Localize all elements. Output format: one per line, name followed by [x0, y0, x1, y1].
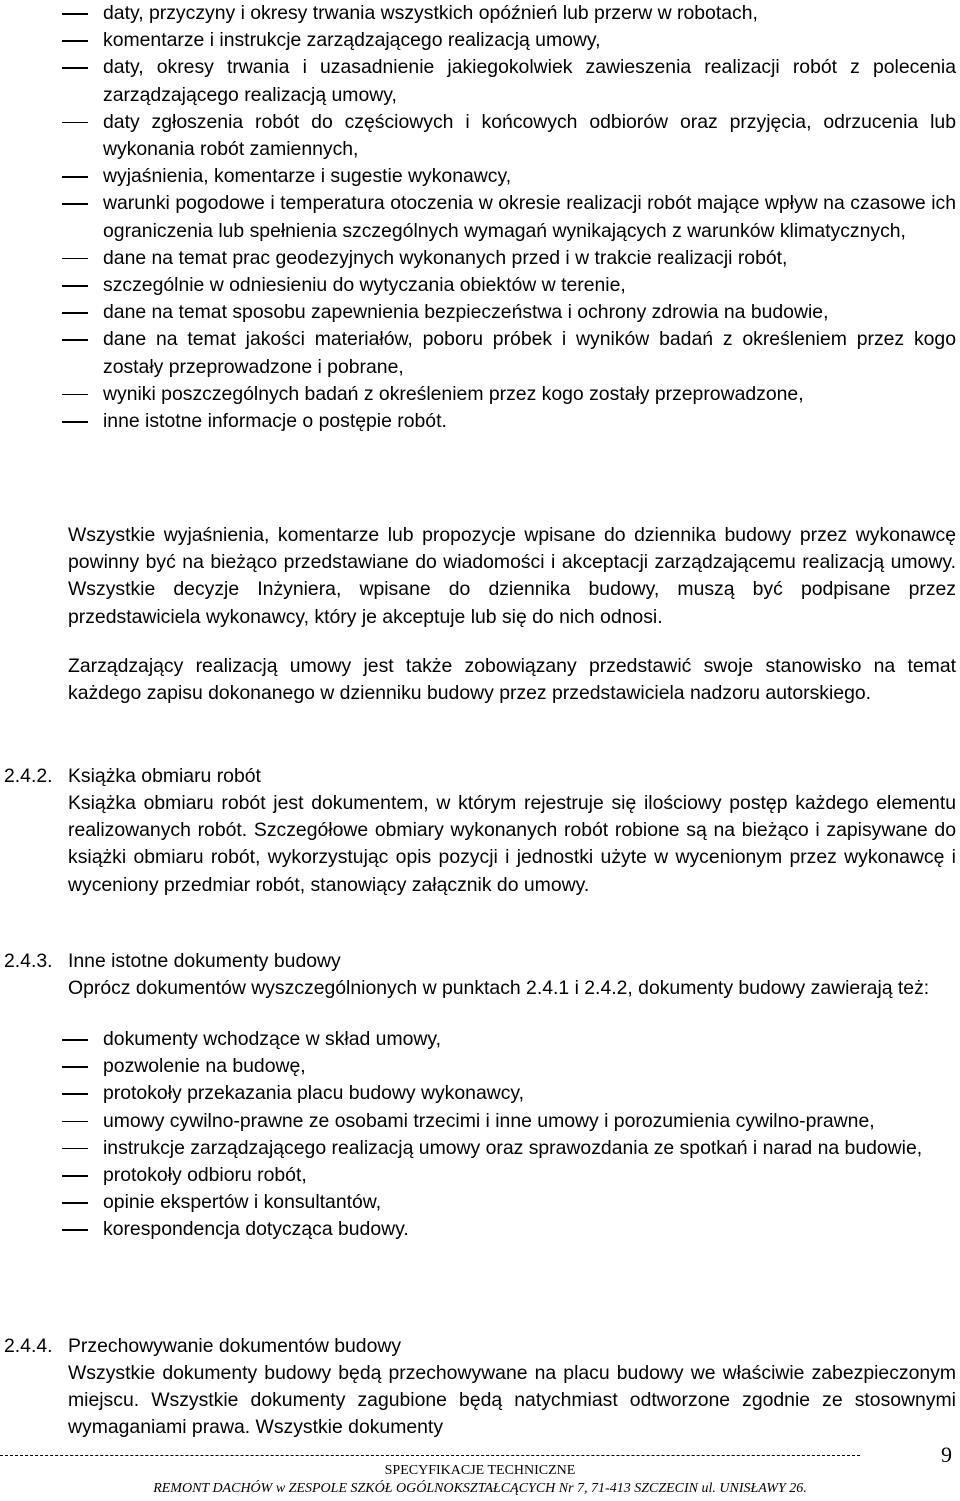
- list-item: dane na temat sposobu zapewnienia bezpieczeństwa i ochrony zdrowia na budowie,: [103, 301, 829, 324]
- list-item: opinie ekspertów i konsultantów,: [103, 1191, 382, 1214]
- list-item: dane na temat jakości materiałów, poboru próbek i wyników badań z określeniem przez kogo zostały przeprowadzone i pobrane,: [103, 328, 956, 378]
- list-item: instrukcje zarządzającego realizacją umowy oraz sprawozdania ze spotkań i narad na budowie,: [103, 1136, 923, 1159]
- list-item: protokoły przekazania placu budowy wykonawcy,: [103, 1082, 525, 1105]
- section-number: 2.4.2.: [4, 765, 53, 787]
- paragraph-manager-position: Zarządzający realizacją umowy jest także zobowiązany przedstawić swoje stanowisko na temat każdego zapisu dokonanego w dzienniku budowy przez przedstawiciela nadzoru autorskiego.: [68, 655, 956, 705]
- paragraph-other-documents-intro: Oprócz dokumentów wyszczególnionych w punktach 2.4.1 i 2.4.2, dokumenty budowy zawierają też:: [68, 977, 930, 999]
- paragraph-measurement-book: Książka obmiaru robót jest dokumentem, w którym rejestruje się ilościowy postęp każdego elementu realizowanych robót. Szczegółowe obmiary wykonanych robót robione są na bieżąco i zapisywane do książki obmiaru robót, wykorzystując opis pozycji i jednostki użyte w wycenionym przez wykonawcę i wyceniony przedmiar robót, stanowiący załącznik do umowy.: [68, 792, 956, 896]
- page-number: 9: [941, 1442, 952, 1467]
- list-item: wyniki poszczególnych badań z określeniem przez kogo zostały przeprowadzone,: [103, 382, 804, 405]
- footer-divider: [0, 1455, 860, 1456]
- list-item: daty, okresy trwania i uzasadnienie jakiegokolwiek zawieszenia realizacji robót z polecenia zarządzającego realizacją umowy,: [103, 56, 956, 106]
- list-item: inne istotne informacje o postępie robót.: [103, 410, 447, 433]
- section-title: Inne istotne dokumenty budowy: [68, 950, 341, 972]
- section-number: 2.4.3.: [4, 950, 53, 972]
- section-heading-2-4-2: [4, 763, 261, 790]
- list-item: daty, przyczyny i okresy trwania wszystkich opóźnień lub przerw w robotach,: [103, 2, 758, 24]
- list-item: protokoły odbioru robót,: [103, 1164, 307, 1187]
- list-item: dokumenty wchodzące w skład umowy,: [103, 1028, 442, 1050]
- list-item: wyjaśnienia, komentarze i sugestie wykonawcy,: [103, 165, 512, 188]
- section-heading-2-4-3: [4, 948, 341, 975]
- list-item: pozwolenie na budowę,: [103, 1055, 306, 1078]
- section-title: Przechowywanie dokumentów budowy: [68, 1335, 402, 1357]
- list-item: daty zgłoszenia robót do częściowych i końcowych odbiorów oraz przyjęcia, odrzucenia lub wykonania robót zamiennych,: [103, 110, 956, 161]
- list-item: dane na temat prac geodezyjnych wykonanych przed i w trakcie realizacji robót,: [103, 246, 788, 269]
- other-documents-list: [0, 1026, 960, 1244]
- footer-address: REMONT DACHÓW w ZESPOLE SZKÓŁ OGÓLNOKSZTAŁCĄCYCH Nr 7, 71-413 SZCZECIN ul. UNISŁAWY 26.: [153, 1481, 807, 1496]
- paragraph-document-storage: Wszystkie dokumenty budowy będą przechowywane na placu budowy we właściwie zabezpieczonym miejscu. Wszystkie dokumenty zagubione będą natychmiast odtworzone zgodnie ze stosownymi wymaganiami prawa. Wszystkie dokumenty: [68, 1362, 956, 1439]
- list-item: korespondencja dotycząca budowy.: [103, 1218, 409, 1241]
- section-number: 2.4.4.: [4, 1335, 53, 1357]
- list-item: szczególnie w odniesieniu do wytyczania obiektów w terenie,: [103, 274, 626, 297]
- paragraph-comments: Wszystkie wyjaśnienia, komentarze lub propozycje wpisane do dziennika budowy przez wykonawcę powinny być na bieżąco przedstawiane do wiadomości i akceptacji zarządzającemu realizacją umowy. Wszystkie decyzje Inżyniera, wpisane do dziennika budowy, muszą być podpisane przez przedstawiciela wykonawcy, który je akceptuje lub się do nich odnosi.: [68, 524, 956, 628]
- section-title: Książka obmiaru robót: [68, 765, 261, 787]
- list-item: komentarze i instrukcje zarządzającego realizacją umowy,: [103, 29, 601, 52]
- list-item: umowy cywilno-prawne ze osobami trzecimi i inne umowy i porozumienia cywilno-prawne,: [103, 1109, 875, 1132]
- list-item: warunki pogodowe i temperatura otoczenia w okresie realizacji robót mające wpływ na czasowe ich ograniczenia lub spełnienia szczególnych wymagań wynikających z warunków klimatycznych,: [103, 192, 956, 242]
- journal-entries-list: [0, 0, 960, 435]
- footer-title: SPECYFIKACJE TECHNICZNE: [384, 1463, 576, 1478]
- section-heading-2-4-4: [4, 1333, 401, 1360]
